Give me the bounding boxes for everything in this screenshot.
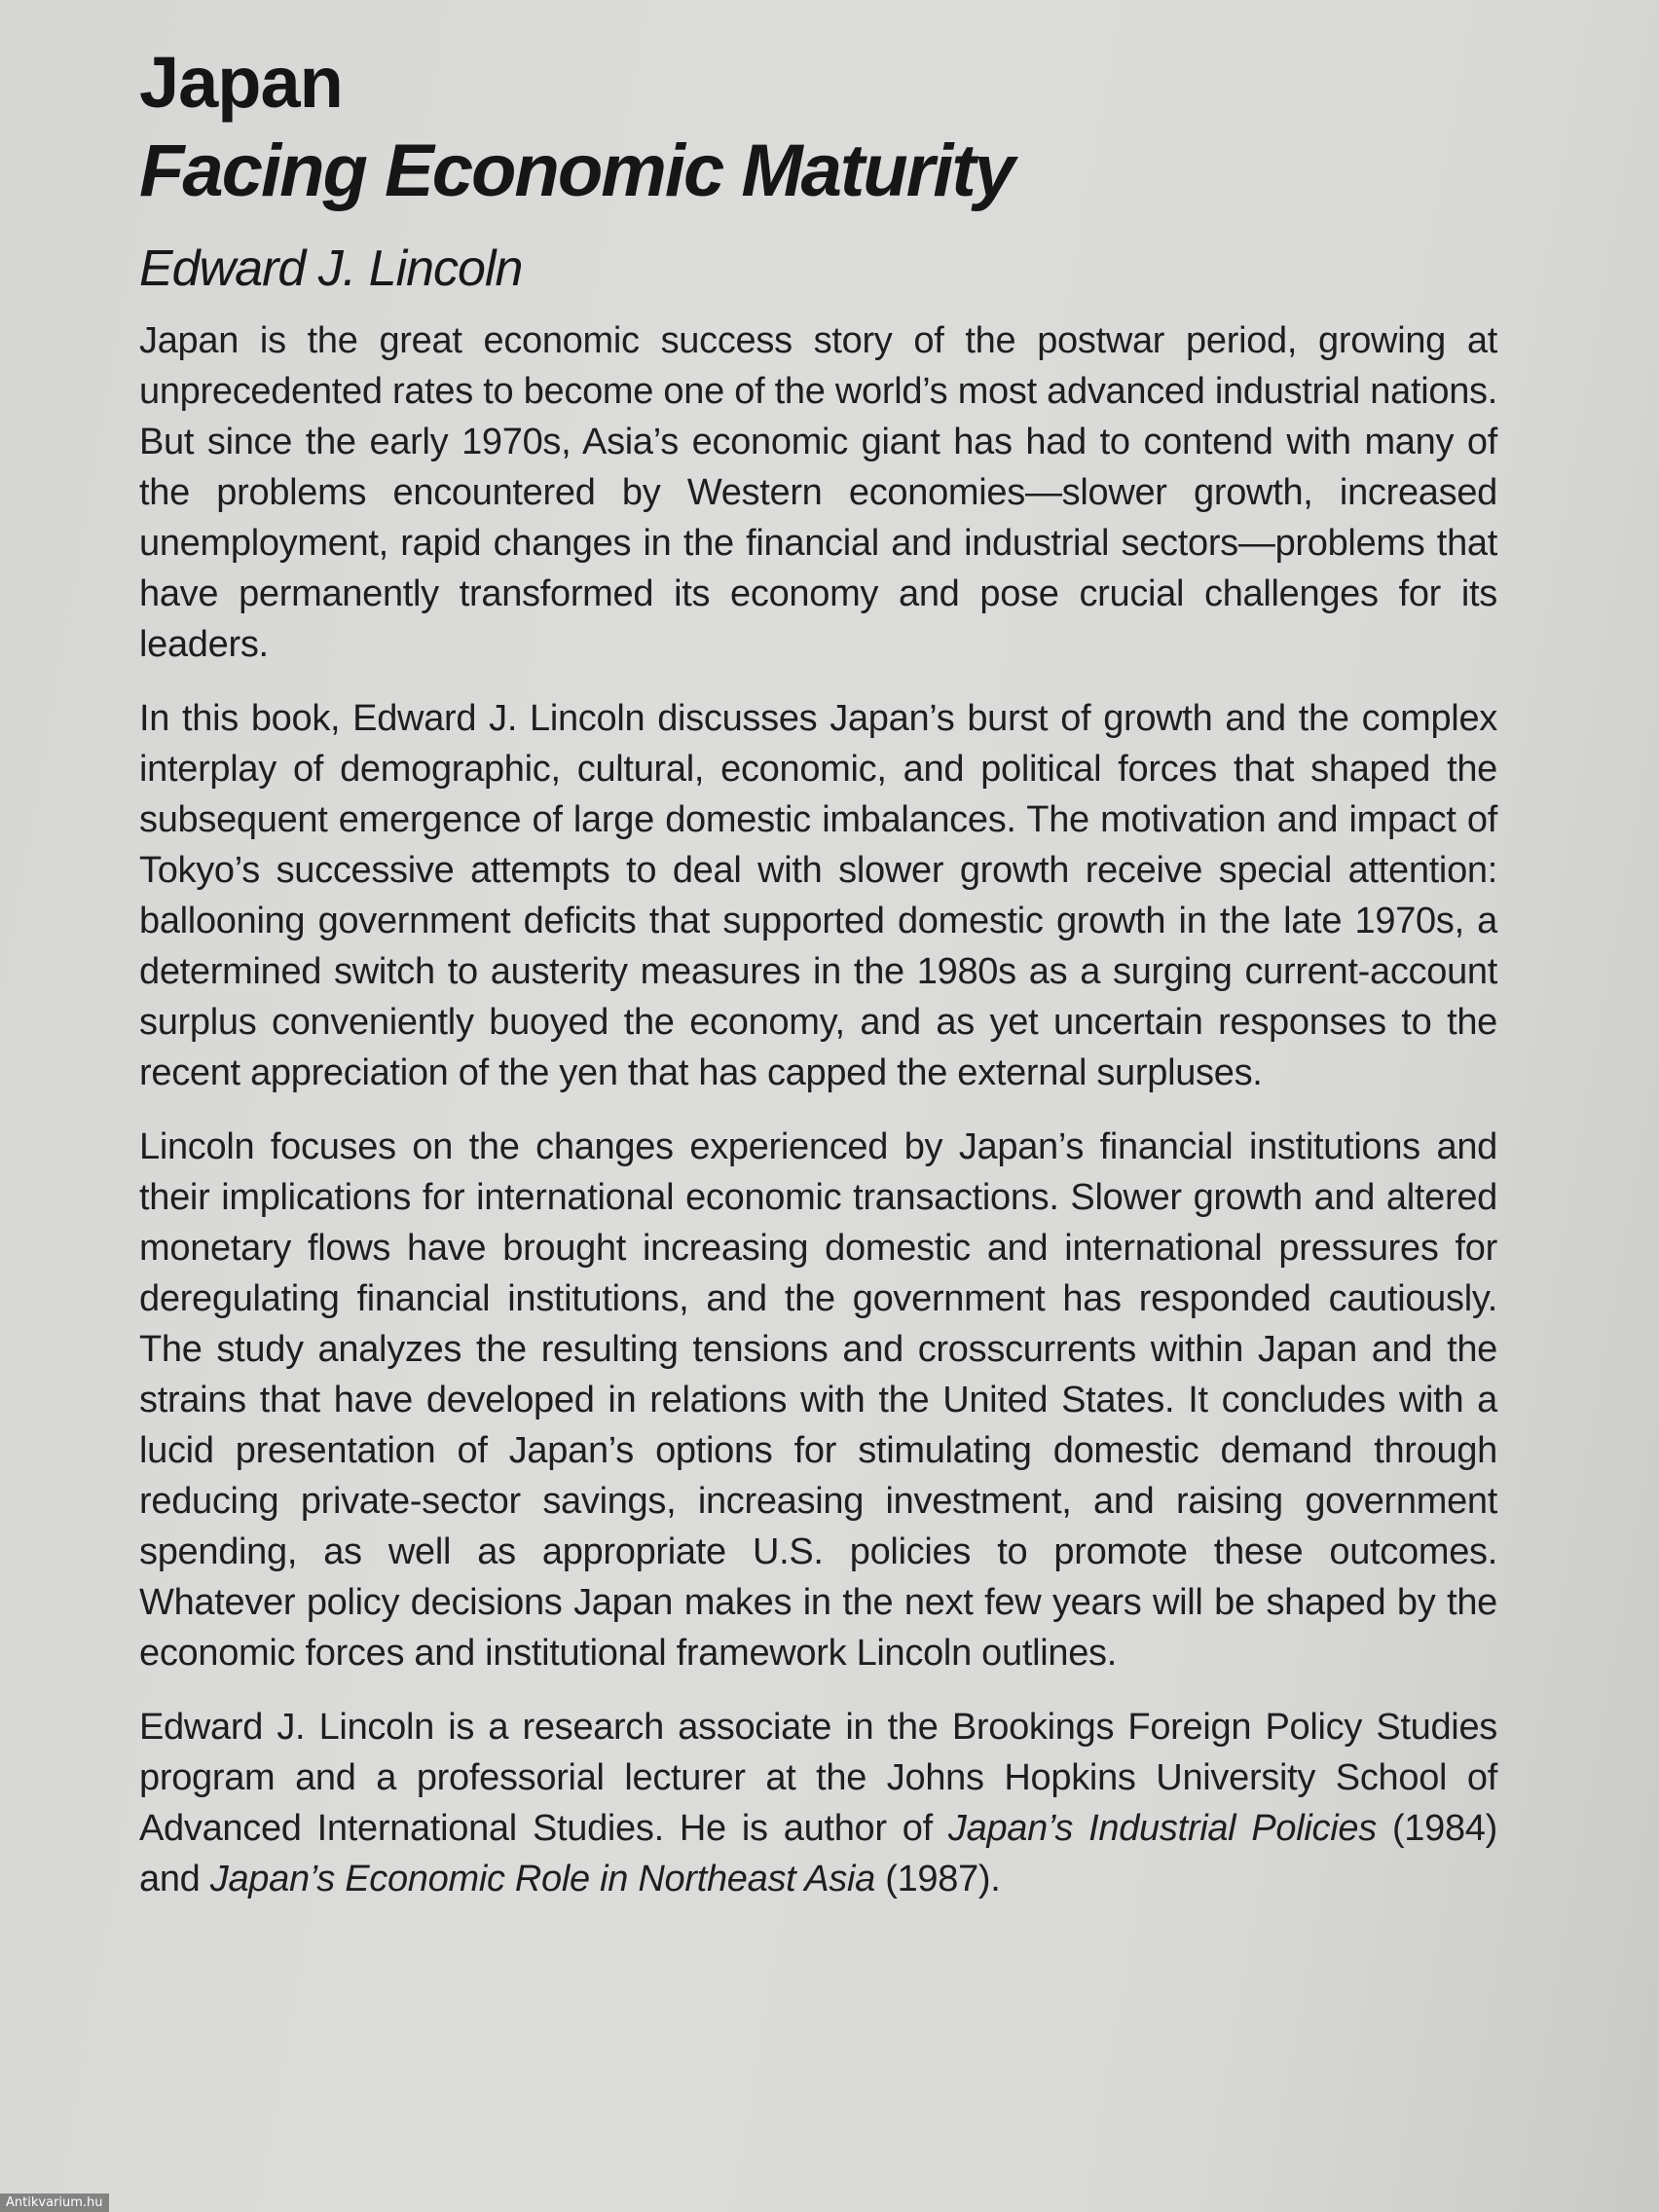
bio-text-1: Edward J. Lincoln is a research associate in the Brookings Foreign Policy Studies program and a professorial lecturer at the Johns Hopkins University School of Advanced International Studies. He is author of — [139, 1707, 1497, 1849]
bio-text-2: (1984) and — [139, 1808, 1497, 1899]
book-title-economic-role: Japan’s Economic Role in Northeast Asia — [209, 1859, 875, 1899]
book-subtitle: Facing Economic Maturity — [139, 129, 1014, 212]
book-title: Japan — [139, 42, 343, 123]
description-paragraph-1: Japan is the great economic success story of the postwar period, growing at unprecedented rates to become one of the world’s most advanced industrial nations. But since the early 1970s, Asia’s economic giant has had to contend with many of the problems encountered by Western economies—slower growth, increased unemployment, rapid changes in the financial and industrial sectors—problems that have permanently transformed its economy and pose crucial challenges for its leaders. — [139, 320, 1497, 665]
source-watermark: Antikvarium.hu — [0, 2194, 109, 2212]
bio-text-3: (1987). — [874, 1859, 1001, 1899]
description-paragraph-3: Lincoln focuses on the changes experienced by Japan’s financial institutions and their implications for international economic transactions. Slower growth and altered monetary flows have brought increasing domestic and international pressures for deregulating financial institutions, and the government has responded cautiously. The study analyzes the resulting tensions and crosscurrents within Japan and the strains that have developed in relations with the United States. It concludes with a lucid presentation of Japan’s options for stimulating domestic demand through reducing private-sector savings, increasing investment, and raising government spending, as well as appropriate U.S. policies to promote these outcomes. Whatever policy decisions Japan makes in the next few years will be shaped by the economic forces and institutional framework Lincoln outlines. — [139, 1126, 1497, 1674]
back-cover-text — [139, 39, 1497, 1928]
book-author: Edward J. Lincoln — [139, 240, 523, 297]
book-title-industrial-policies: Japan’s Industrial Policies — [947, 1808, 1377, 1849]
description-paragraph-2: In this book, Edward J. Lincoln discusses Japan’s burst of growth and the complex interplay of demographic, cultural, economic, and political forces that shaped the subsequent emergence of large domestic imbalances. The motivation and impact of Tokyo’s successive attempts to deal with slower growth receive special attention: ballooning government deficits that supported domestic growth in the late 1970s, a determined switch to austerity measures in the 1980s as a surging current-account surplus conveniently buoyed the economy, and as yet uncertain responses to the recent appreciation of the yen that has capped the external surpluses. — [139, 698, 1497, 1093]
author-bio-paragraph — [139, 1702, 1497, 1904]
